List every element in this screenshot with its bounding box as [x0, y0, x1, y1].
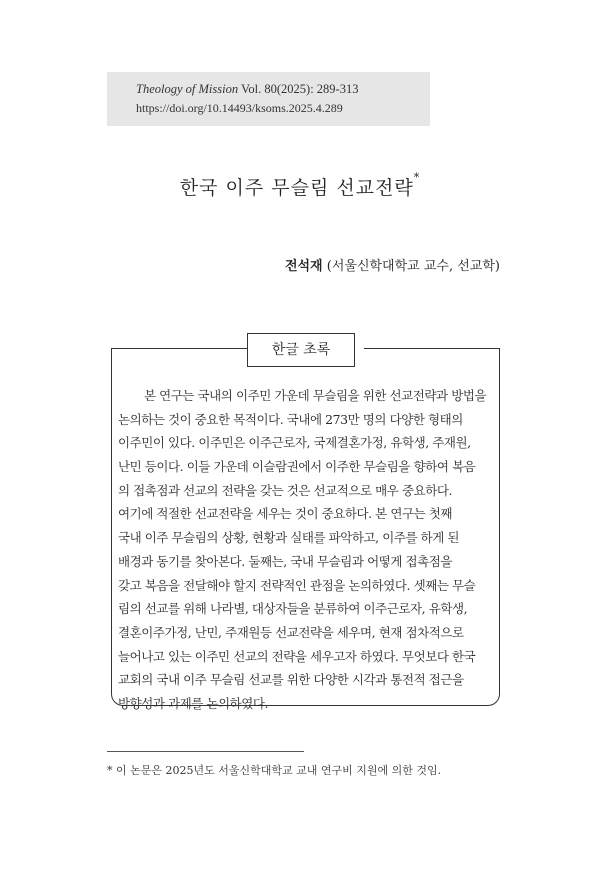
abstract-line: 교회의 국내 이주 무슬림 선교를 위한 다양한 시각과 통전적 접근을 [118, 672, 464, 688]
footnote-divider [107, 751, 304, 752]
paper-title [0, 173, 600, 200]
abstract-line: 방향성과 과제를 논의하였다. [118, 695, 269, 711]
journal-volume-pages: Vol. 80(2025): 289-313 [238, 82, 359, 96]
abstract-line: 국내 이주 무슬림의 상황, 현황과 실태를 파악하고, 이주를 하게 된 [118, 530, 460, 546]
title-footnote-mark: * [413, 171, 421, 184]
abstract-line: 논의하는 것이 중요한 목적이다. 국내에 273만 명의 다양한 형태의 [118, 411, 463, 427]
abstract-body [118, 384, 492, 716]
abstract-line: 여기에 적절한 선교전략을 세우는 것이 중요하다. 본 연구는 첫째 [118, 506, 452, 522]
journal-header-box [107, 72, 430, 126]
abstract-line: 늘어나고 있는 이주민 선교의 전략을 세우고자 하였다. 무엇보다 한국 [118, 648, 476, 664]
abstract-line: 본 연구는 국내의 이주민 가운데 무슬림을 위한 선교전략과 방법을 [144, 388, 487, 403]
footnote: * 이 논문은 2025년도 서울신학대학교 교내 연구비 지원에 의한 것임. [107, 764, 442, 777]
abstract-line: 배경과 동기를 찾아본다. 둘째는, 국내 무슬림과 어떻게 접촉점을 [118, 553, 452, 569]
abstract-line: 결혼이주가정, 난민, 주재원등 선교전략을 세우며, 현재 점차적으로 [118, 624, 464, 640]
abstract-line: 의 접촉점과 선교의 전략을 갖는 것은 선교적으로 매우 중요하다. [118, 482, 452, 498]
journal-citation [136, 82, 358, 97]
author-name: 전석재 [284, 259, 323, 274]
abstract-line: 이주민이 있다. 이주민은 이주근로자, 국제결혼가정, 유학생, 주재원, [118, 435, 471, 451]
abstract-line: 갖고 복음을 전달해야 할지 전략적인 관점을 논의하였다. 셋째는 무슬 [118, 577, 476, 593]
abstract-line: 림의 선교를 위해 나라별, 대상자들을 분류하여 이주근로자, 유학생, [118, 601, 468, 617]
abstract-line: 난민 등이다. 이들 가운데 이슬람권에서 이주한 무슬림을 향하여 복음 [118, 459, 476, 475]
paper-title-text: 한국 이주 무슬림 선교전략 [179, 177, 414, 199]
journal-name: Theology of Mission [136, 82, 239, 96]
author-line [285, 255, 500, 274]
journal-doi[interactable]: https://doi.org/10.14493/ksoms.2025.4.289 [136, 101, 343, 115]
abstract-label: 한글 초록 [247, 333, 355, 367]
author-affiliation: (서울신학대학교 교수, 선교학) [322, 259, 500, 274]
